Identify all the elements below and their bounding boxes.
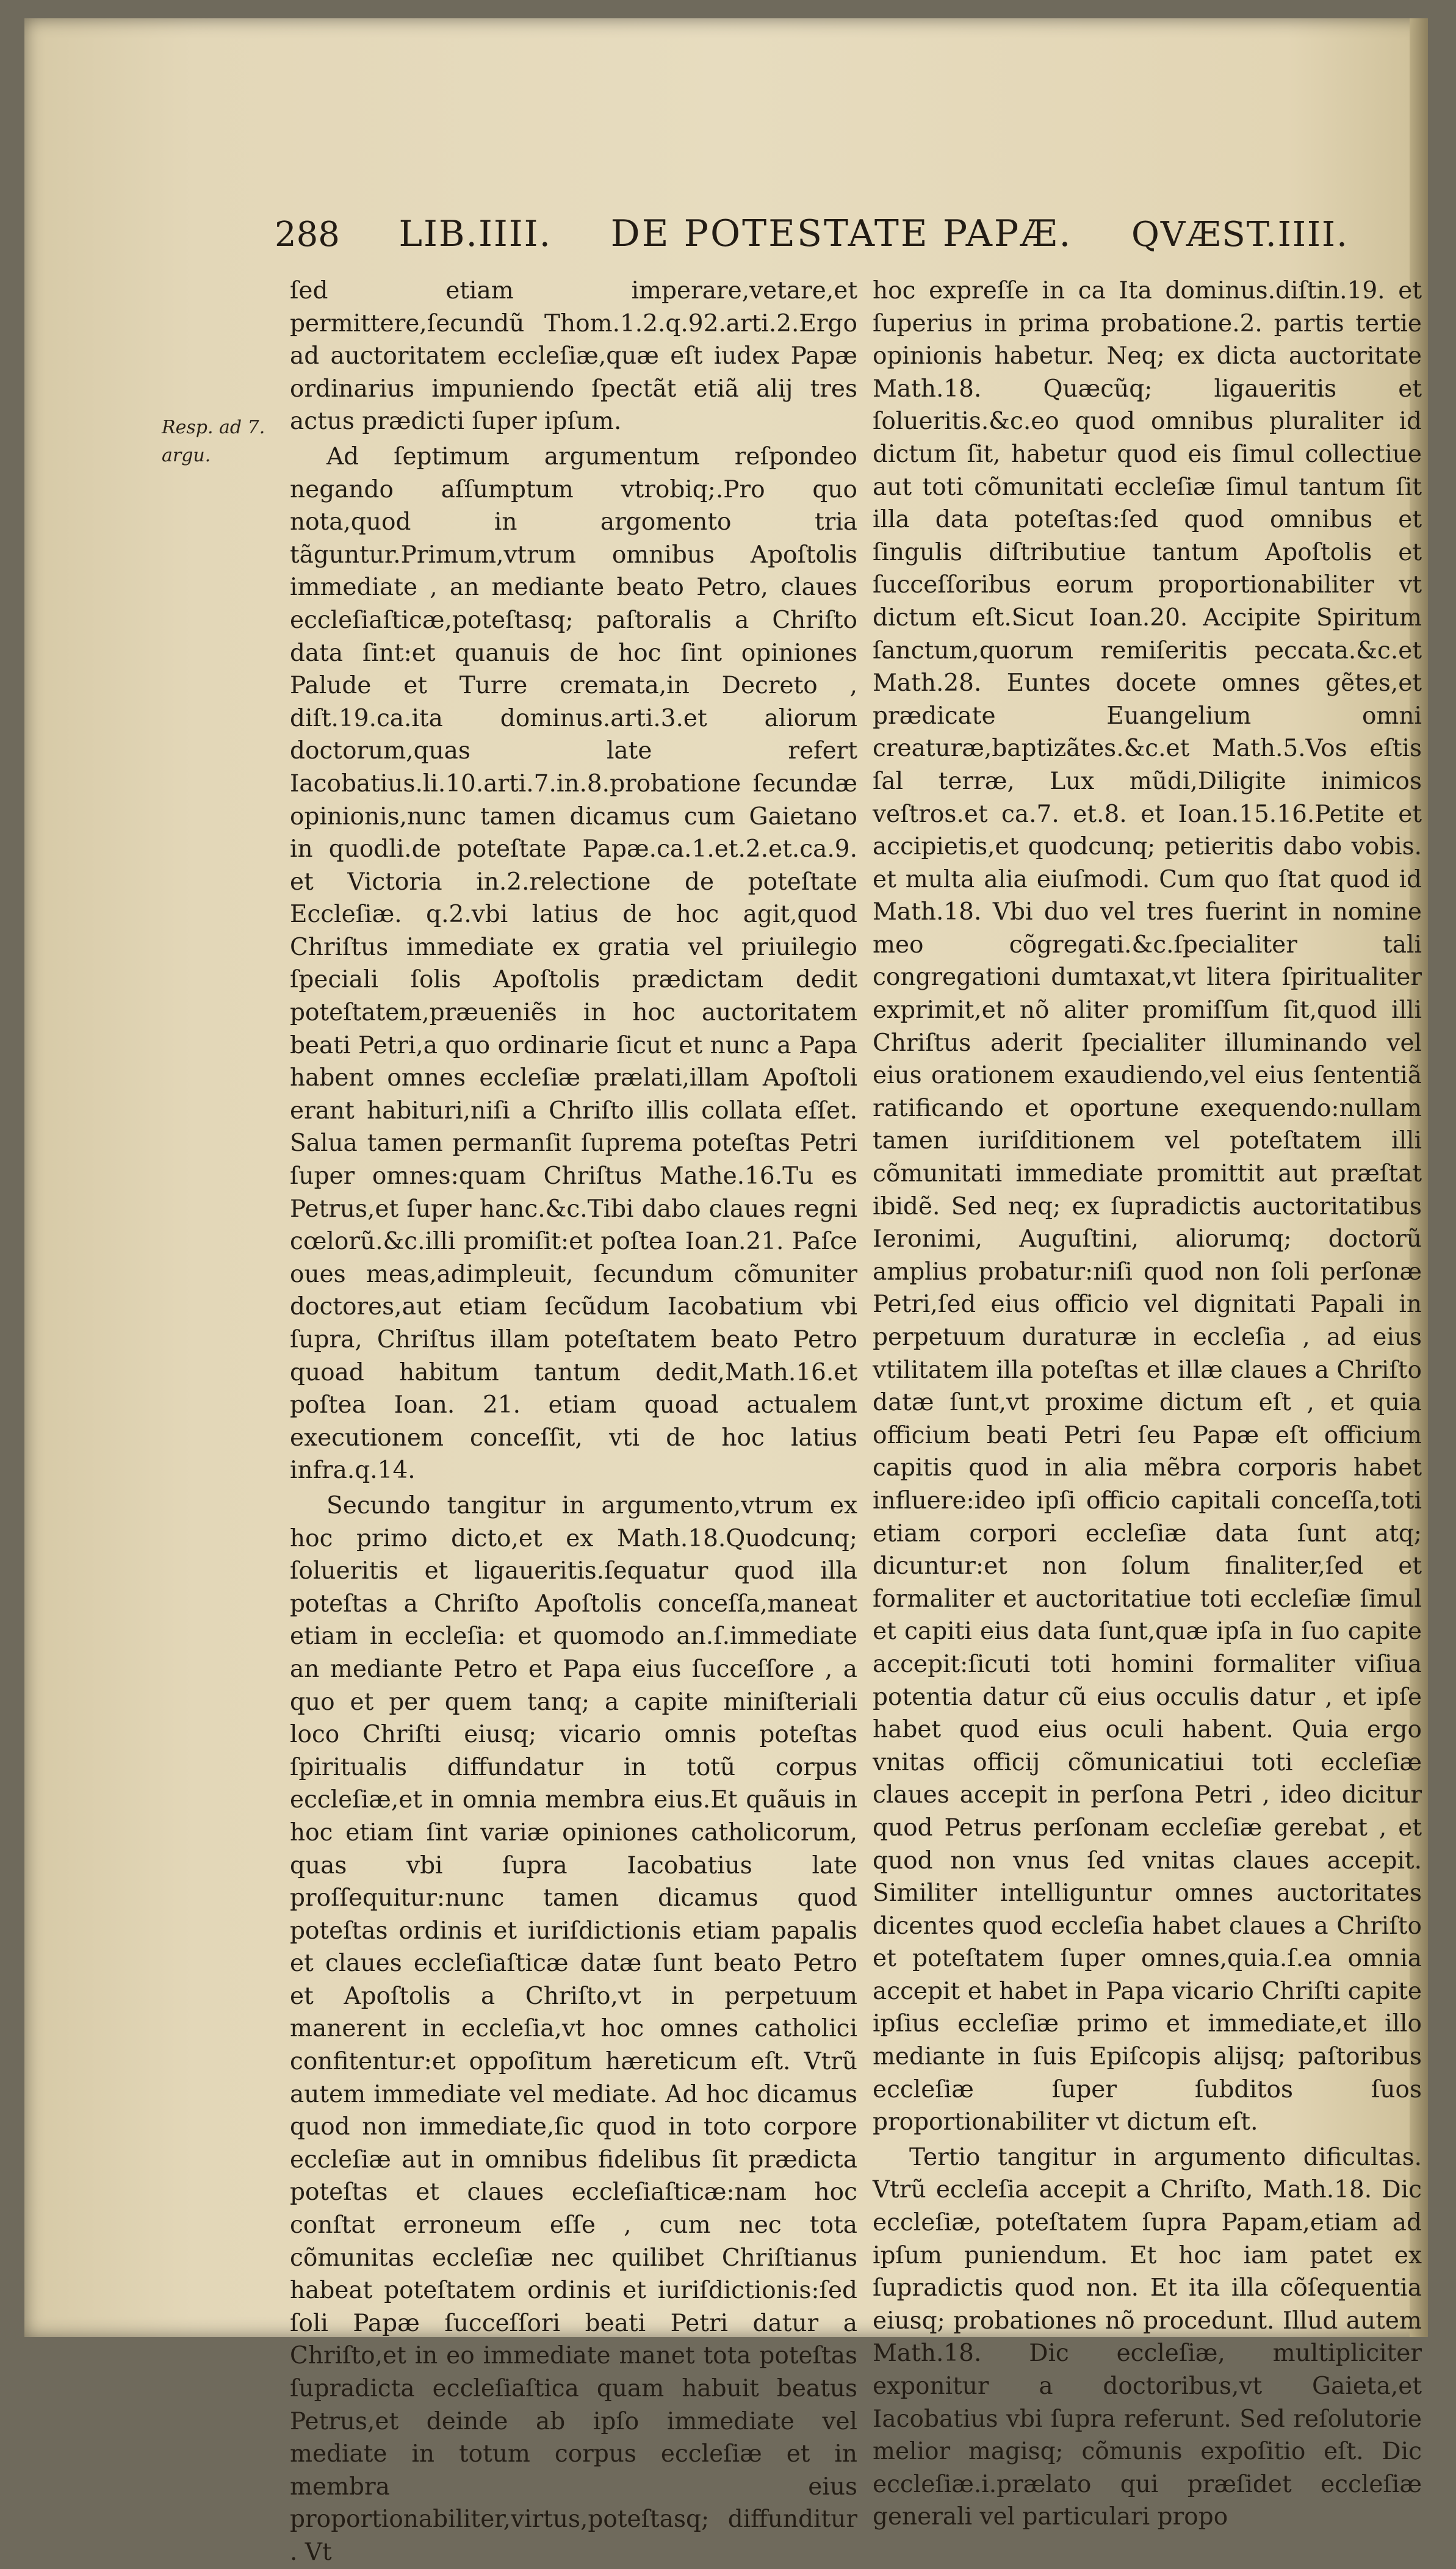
question-label: QVÆST.IIII. xyxy=(1131,215,1349,254)
left-paragraph-1: ſed etiam imperare,vetare,et permittere,ſecundũ Thom.1.2.q.92.arti.2.Ergo ad auctoritatem eccleſiæ,quæ eſt iudex Papæ ordinarius impuniendo ſpectãt etiã alij tres actus prædicti ſuper ipſum. xyxy=(290,277,857,436)
right-column xyxy=(873,275,1422,2534)
left-paragraph-2: Ad ſeptimum argumentum reſpondeo negando aſſumptum vtrobiq;.Pro quo nota,quod in argomento tria tãguntur.Primum,vtrum omnibus Apoſtolis immediate , an mediante beato Petro, claues eccleſiaſticæ,poteſtasq; paſtoralis a Chriſto data ſint:et quanuis de hoc ſint opiniones Palude et Turre cremata,in Decreto , diſt.19.ca.ita dominus.arti.3.et aliorum doctorum,quas late refert Iacobatius.li.10.arti.7.in.8.probatione ſecundæ opinionis,nunc tamen dicamus cum Gaietano in quodli.de poteſtate Papæ.ca.1.et.2.et.ca.9. et Victoria in.2.relectione de poteſtate Eccleſiæ. q.2.vbi latius de hoc agit,quod Chriſtus immediate ex gratia vel priuilegio ſpeciali ſolis Apoſtolis prædictam dedit poteſtatem,præueniẽs in hoc auctoritatem beati Petri,a quo ordinarie ſicut et nunc a Papa habent omnes eccleſiæ prælati,illam Apoſtoli erant habituri,niſi a Chriſto illis collata eſſet. Salua tamen permanſit ſuprema poteſtas Petri ſuper omnes:quam Chriſtus Mathe.16.Tu es Petrus,et ſuper hanc.&c.Tibi dabo claues regni cœlorũ.&c.illi promiſit:et poſtea Ioan.21. Paſce oues meas,adimpleuit, ſecundum cõmuniter doctores,aut etiam ſecũdum Iacobatium vbi ſupra, Chriſtus illam poteſtatem beato Petro quoad habitum tantum dedit,Math.16.et poſtea Ioan. 21. etiam quoad actualem executionem conceſſit, vti de hoc latius infra.q.14. xyxy=(290,442,857,1485)
right-paragraph-1: hoc expreſſe in ca Ita dominus.diſtin.19. et ſuperius in prima probatione.2. partis tertie opinionis habetur. Neq; ex dicta auctoritate Math.18. Quæcũq; ligaueritis et ſolueritis.&c.eo quod omnibus pluraliter id dictum ſit, habetur quod eis ſimul collectiue aut toti cõmunitati eccleſiæ ſimul tantum ſit illa data poteſtas:ſed quod omnibus et ſingulis diſtributiue tantum Apoſtolis et ſucceſſoribus eorum proportionabiliter vt dictum eſt.Sicut Ioan.20. Accipite Spiritum ſanctum,quorum remiſeritis peccata.&c.et Math.28. Euntes docete omnes gẽtes,et prædicate Euangelium omni creaturæ,baptizãtes.&c.et Math.5.Vos eſtis ſal terræ, Lux mũdi,Diligite inimicos veſtros.et ca.7. et.8. et Ioan.15.16.Petite et accipietis,et quodcunq; petieritis dabo vobis. et multa alia eiuſmodi. Cum quo ſtat quod id Math.18. Vbi duo vel tres fuerint in nomine meo cõgregati.&c.ſpecialiter tali congregationi dumtaxat,vt litera ſpiritualiter exprimit,et nõ aliter promiſſum ſit,quod illi Chriſtus aderit ſpecialiter illuminando vel eius orationem exaudiendo,vel eius ſententiã ratificando et oportune exequendo:nullam tamen iuriſditionem vel poteſtatem illi cõmunitati immediate promittit aut præſtat ibidẽ. Sed neq; ex ſupradictis auctoritatibus Ieronimi, Auguſtini, aliorumq; doctorũ amplius probatur:niſi quod non ſoli perſonæ Petri,ſed eius officio vel dignitati Papali in perpetuum duraturæ in eccleſia , ad eius vtilitatem illa poteſtas et illæ claues a Chriſto datæ ſunt,vt proxime dictum eſt , et quia officium beati Petri ſeu Papæ eſt officium capitis quod in alia mẽbra corporis habet influere:ideo ipſi officio capitali conceſſa,toti etiam corpori eccleſiæ data ſunt atq; dicuntur:et non ſolum finaliter,ſed et formaliter et auctoritatiue toti eccleſiæ ſimul et capiti eius data ſunt,quæ ipſa in ſuo capite accepit:ſicuti toti homini formaliter viſiua potentia datur cũ eius occulis datur , et ipſe habet quod eius oculi habent. Quia ergo vnitas officij cõmunicatiui toti eccleſiæ claues accepit in perſona Petri , ideo dicitur quod Petrus perſonam eccleſiæ gerebat , et quod non vnus ſed vnitas claues accepit. Similiter intelliguntur omnes auctoritates dicentes quod eccleſia habet claues a Chriſto et poteſtatem ſuper omnes,quia.ſ.ea omnia accepit et habet in Papa vicario Chriſti capite ipſius eccleſiæ primo et immediate,et illo mediante in ſuis Epiſcopis alijsq; paſtoribus eccleſiæ ſuper ſubditos ſuos proportionabiliter vt dictum eſt. xyxy=(873,277,1422,2136)
margin-note: Resp. ad 7. argu. xyxy=(162,417,265,466)
page-number: 288 xyxy=(275,215,340,254)
left-column xyxy=(290,275,857,2569)
right-paragraph-2: Tertio tangitur in argumento dificultas. Vtrũ eccleſia accepit a Chriſto, Math.18. Dic eccleſiæ, poteſtatem ſupra Papam,etiam ad ipſum puniendum. Et hoc iam patet ex ſupradictis quod non. Et ita illa cõſequentia eiusq; probationes nõ procedunt. Illud autem Math.18. Dic eccleſiæ, multipliciter exponitur a doctoribus,vt Gaieta,et Iacobatius vbi ſupra referunt. Sed reſolutorie melior magisq; cõmunis expoſitio eſt. Dic eccleſiæ.i.prælato qui præſidet eccleſiæ generali vel particulari propo xyxy=(873,2143,1422,2531)
left-paragraph-3: Secundo tangitur in argumento,vtrum ex hoc primo dicto,et ex Math.18.Quodcunq; ſolueritis et ligaueritis.ſequatur quod illa poteſtas a Chriſto Apoſtolis conceſſa,maneat etiam in eccleſia: et quomodo an.ſ.immediate an mediante Petro et Papa eius ſucceſſore , a quo et per quem tanq; a capite miniſteriali loco Chriſti eiusq; vicario omnis poteſtas ſpiritualis diffundatur in totũ corpus eccleſiæ,et in omnia membra eius.Et quãuis in hoc etiam ſint variæ opiniones catholicorum, quas vbi ſupra Iacobatius late proſſequitur:nunc tamen dicamus quod poteſtas ordinis et iuriſdictionis etiam papalis et claues eccleſiaſticæ datæ ſunt beato Petro et Apoſtolis a Chriſto,vt in perpetuum manerent in eccleſia,vt hoc omnes catholici confitentur:et oppoſitum hæreticum eſt. Vtrũ autem immediate vel mediate. Ad hoc dicamus quod non immediate,ſic quod in toto corpore eccleſiæ aut in omnibus fidelibus ſit prædicta poteſtas et claues eccleſiaſticæ:nam hoc conſtat erroneum eſſe , cum nec tota cõmunitas eccleſiæ nec quilibet Chriſtianus habeat poteſtatem ordinis et iuriſdictionis:ſed ſoli Papæ ſucceſſori beati Petri datur a Chriſto,et in eo immediate manet tota poteſtas ſupradicta eccleſiaſtica quam habuit beatus Petrus,et deinde ab ipſo immediate vel mediate in totum corpus eccleſiæ et in membra eius proportionabiliter,virtus,poteſtasq; diffunditur . Vt xyxy=(290,1491,857,2566)
running-header xyxy=(275,212,1349,261)
book-label: LIB.IIII. xyxy=(398,213,552,254)
book-page xyxy=(24,18,1428,2566)
page-title: DE POTESTATE PAPÆ. xyxy=(610,212,1073,255)
